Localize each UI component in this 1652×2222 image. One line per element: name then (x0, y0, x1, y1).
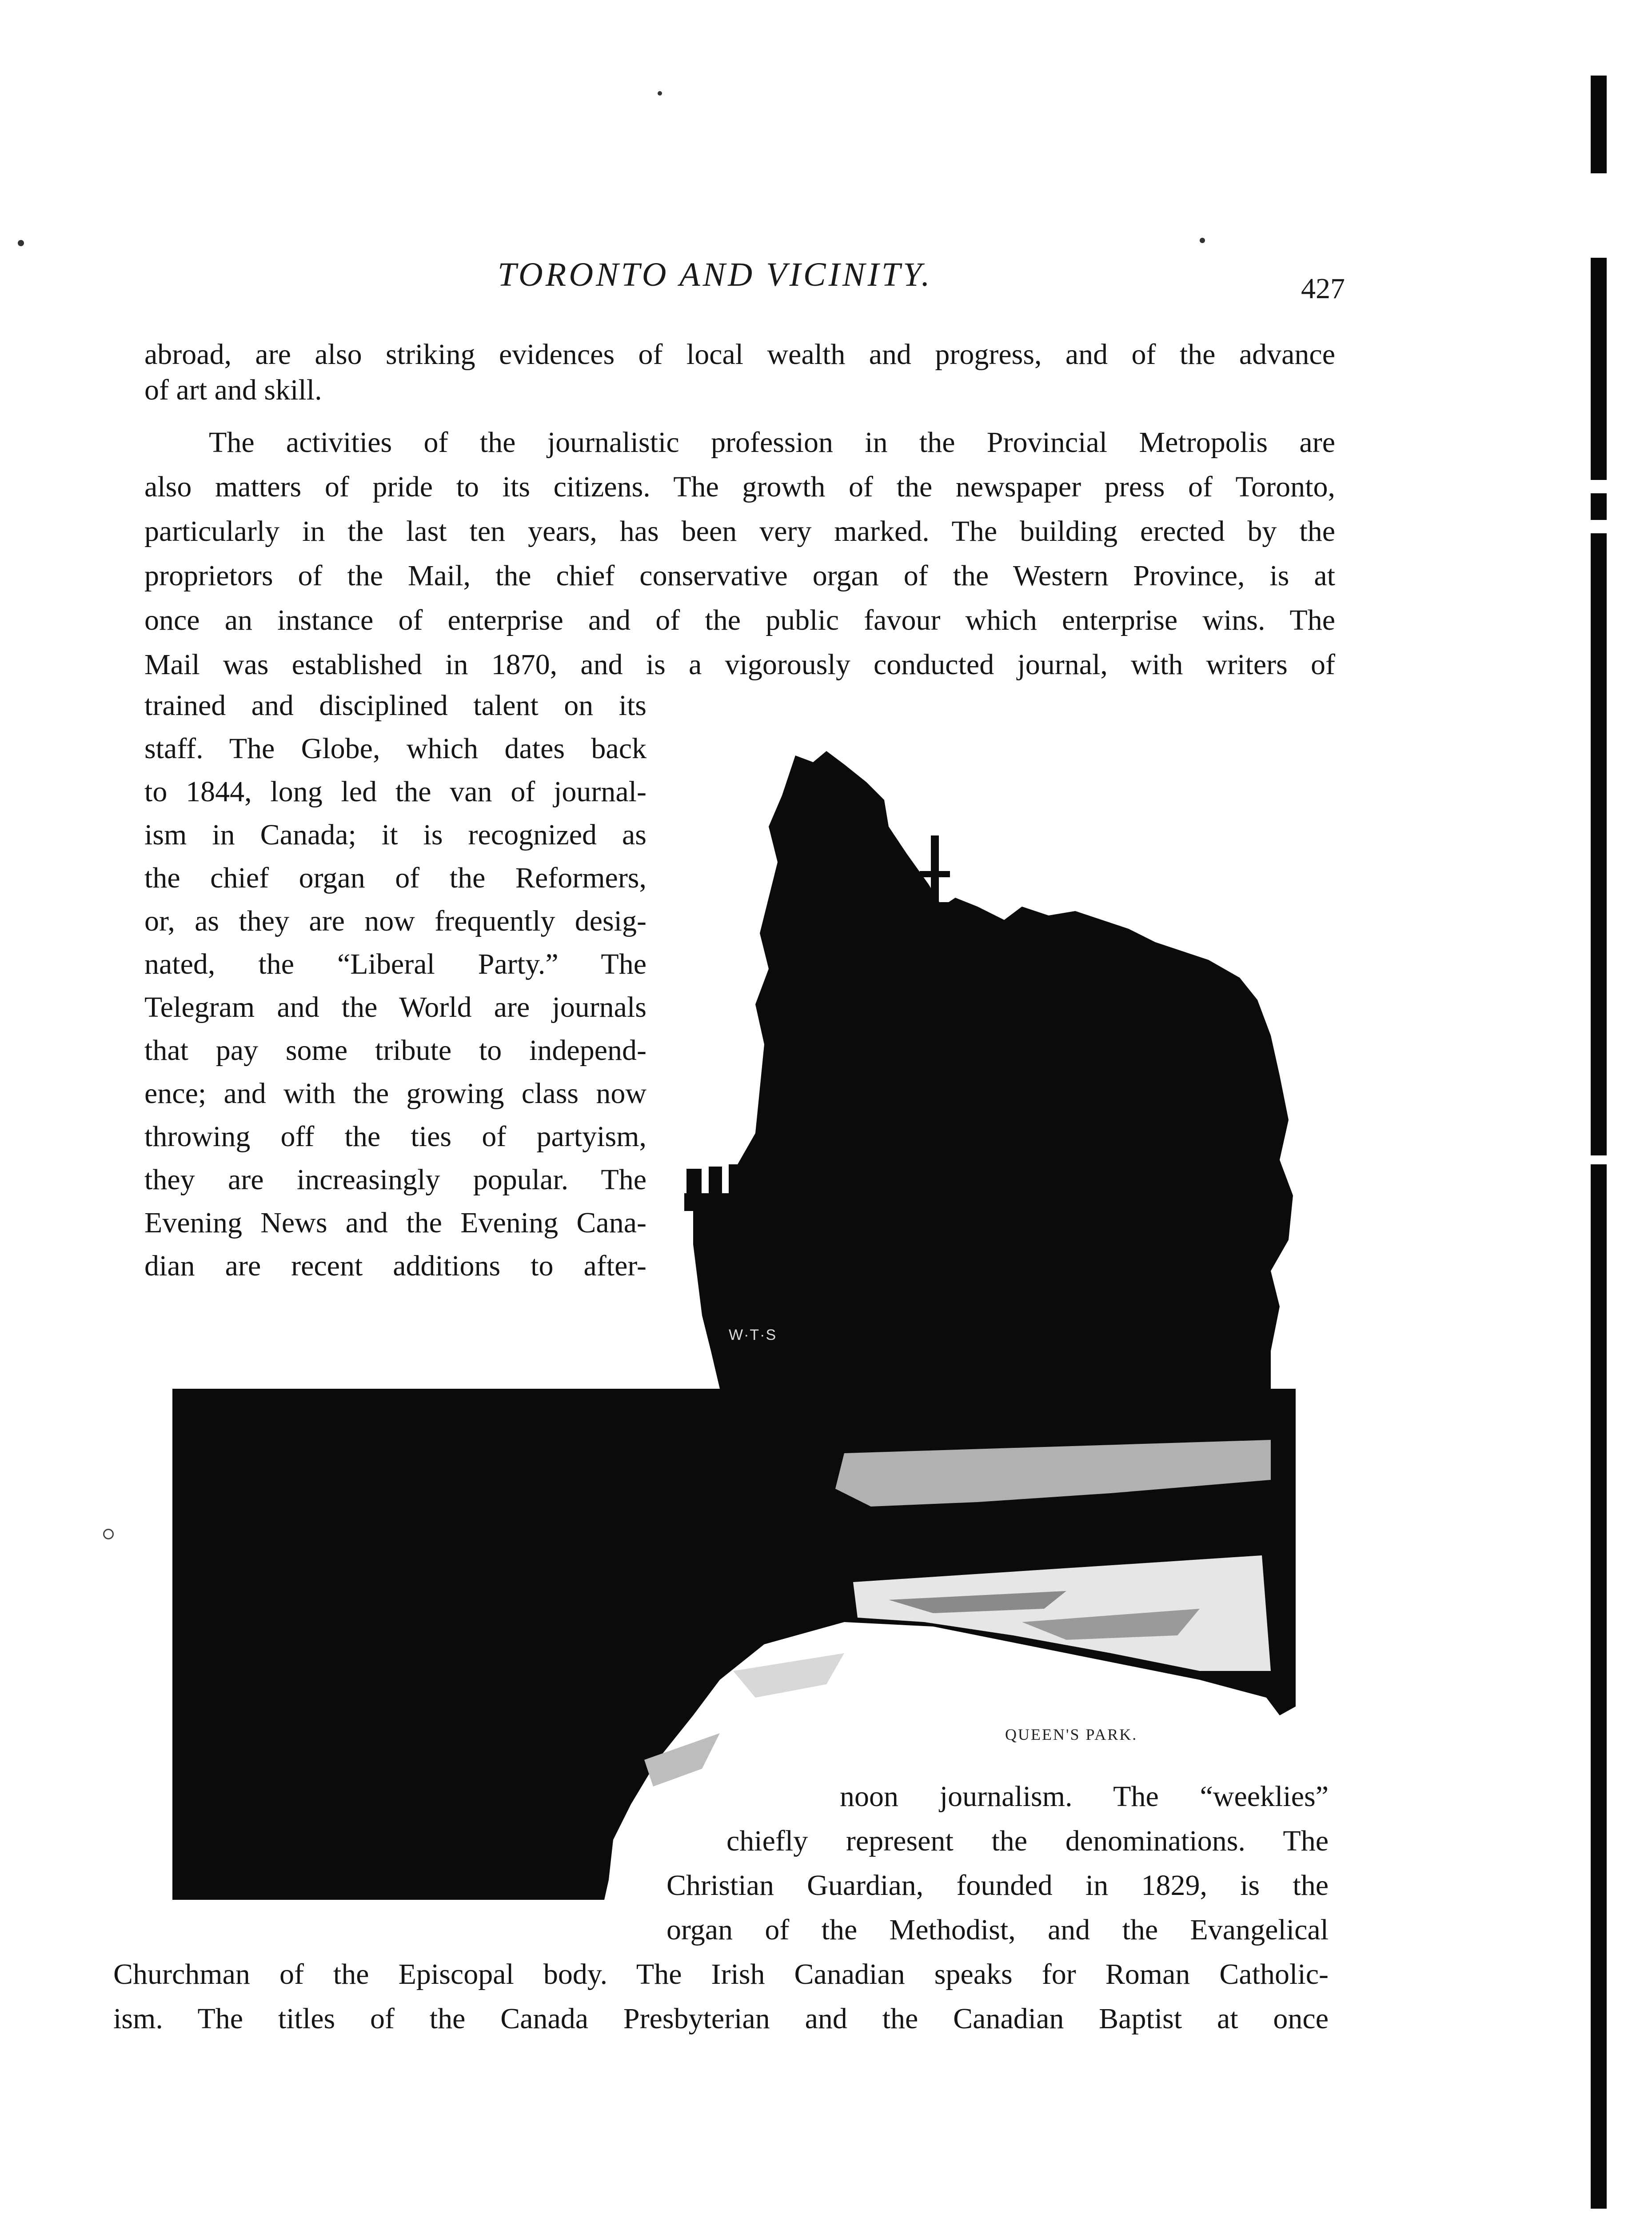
column-line: or, as they are now frequently desig- (144, 905, 646, 937)
column-line: the chief organ of the Reformers, (144, 862, 646, 894)
body-line: abroad, are also striking evidences of local wealth and progress, and of the advance (144, 338, 1335, 371)
binding-edge-mark (1591, 1164, 1607, 2209)
body-line: particularly in the last ten years, has been very marked. The building erected by the (144, 515, 1335, 548)
speck (103, 1529, 114, 1539)
lower-line: ism. The titles of the Canada Presbyterian and the Canadian Baptist at once (113, 2002, 1329, 2035)
lower-line: organ of the Methodist, and the Evangelical (666, 1914, 1329, 1946)
body-line: proprietors of the Mail, the chief conservative organ of the Western Province, is at (144, 559, 1335, 592)
column-line: dian are recent additions to after- (144, 1250, 646, 1282)
column-line: Telegram and the World are journals (144, 991, 646, 1023)
photo-caption: QUEEN'S PARK. (1005, 1726, 1138, 1743)
column-line: staff. The Globe, which dates back (144, 732, 646, 765)
column-line: throwing off the ties of partyism, (144, 1120, 646, 1153)
speck (1200, 238, 1205, 243)
binding-edge-mark (1591, 76, 1607, 173)
column-line: ism in Canada; it is recognized as (144, 819, 646, 851)
column-line: they are increasingly popular. The (144, 1163, 646, 1196)
photo-credit: W·T·S (729, 1327, 777, 1343)
lower-line: noon journalism. The “weeklies” (840, 1780, 1329, 1813)
column-line: nated, the “Liberal Party.” The (144, 948, 646, 980)
column-line: to 1844, long led the van of journal- (144, 775, 646, 808)
body-line: also matters of pride to its citizens. The growth of the newspaper press of Toronto, (144, 471, 1335, 503)
column-line: ence; and with the growing class now (144, 1077, 646, 1110)
column-line: Evening News and the Evening Cana- (144, 1207, 646, 1239)
column-line: that pay some tribute to independ- (144, 1034, 646, 1067)
binding-edge-mark (1591, 533, 1607, 1155)
binding-edge-mark (1591, 493, 1607, 520)
page-number: 427 (1301, 272, 1345, 305)
running-head: TORONTO AND VICINITY. (498, 256, 933, 293)
speck (658, 91, 662, 96)
lower-line: Churchman of the Episcopal body. The Irish Canadian speaks for Roman Catholic- (113, 1958, 1329, 1990)
body-line: once an instance of enterprise and of the public favour which enterprise wins. The (144, 604, 1335, 636)
column-line: trained and disciplined talent on its (144, 689, 646, 722)
body-line: The activities of the journalistic profession in the Provincial Metropolis are (209, 426, 1335, 459)
body-line: Mail was established in 1870, and is a vigorously conducted journal, with writers of (144, 648, 1335, 681)
binding-edge-mark (1591, 258, 1607, 480)
lower-line: Christian Guardian, founded in 1829, is the (666, 1869, 1329, 1902)
lower-line: chiefly represent the denominations. The (726, 1825, 1329, 1857)
body-line: of art and skill. (144, 374, 322, 406)
speck (18, 240, 24, 246)
